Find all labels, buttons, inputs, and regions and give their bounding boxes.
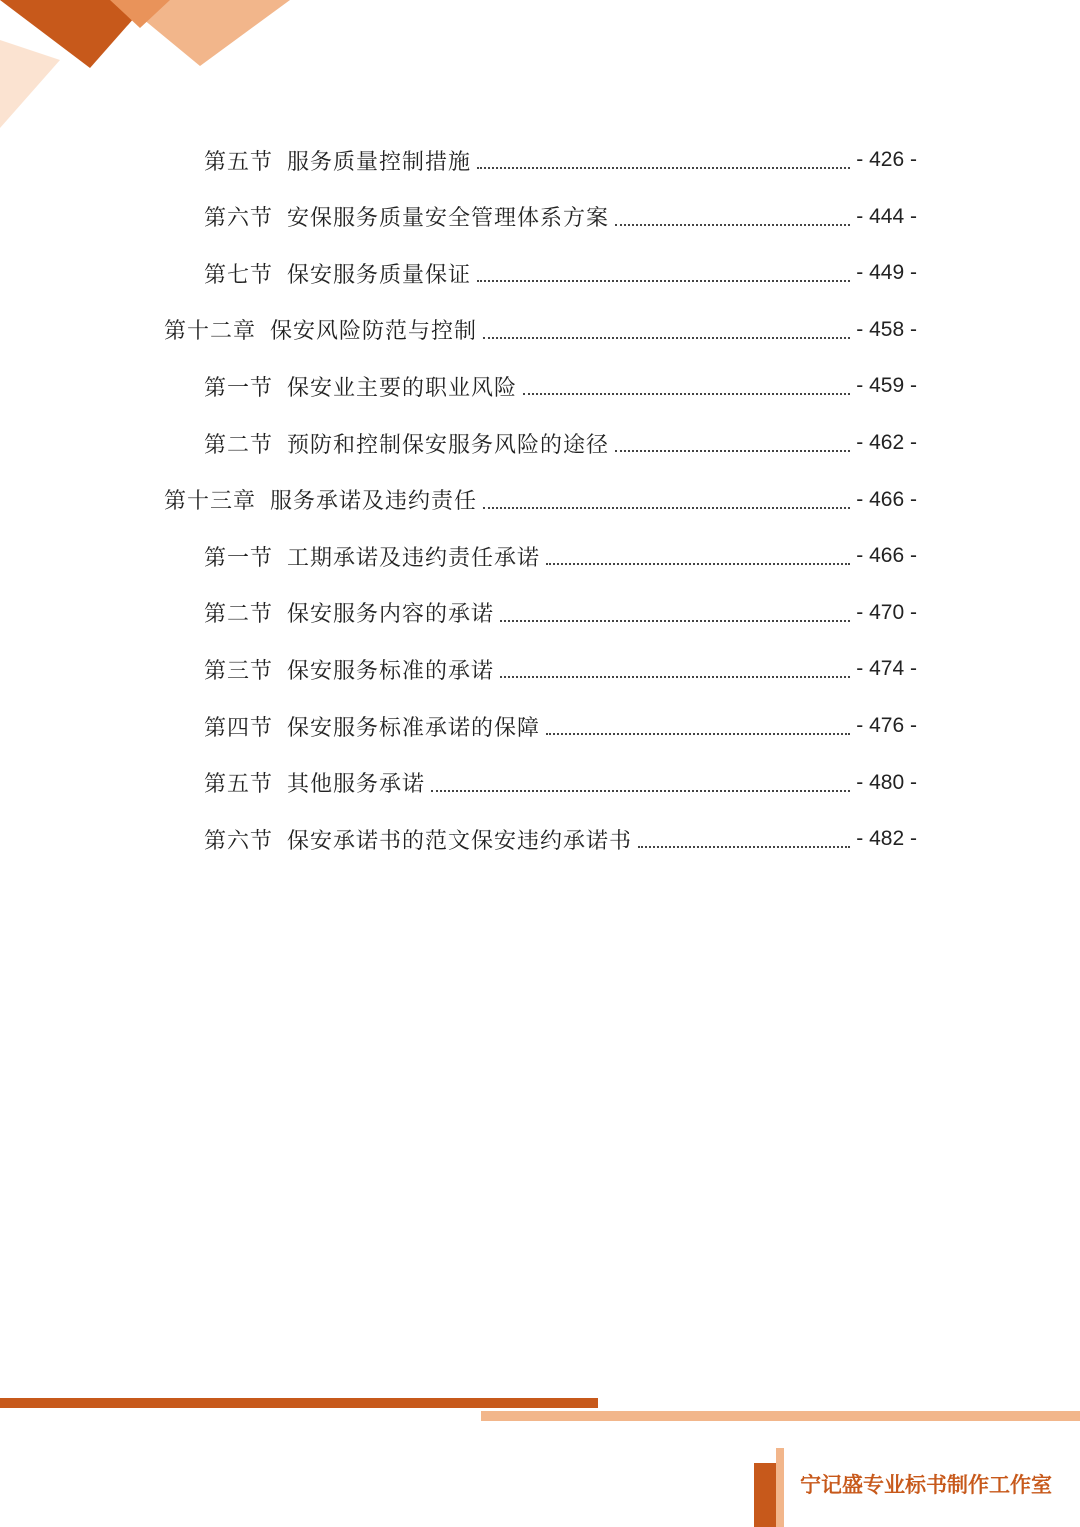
- toc-entry-number: 第五节: [204, 149, 274, 175]
- toc-entry-page: - 459 -: [856, 374, 917, 398]
- toc-leader-dots: [483, 507, 850, 509]
- toc-entry-page: - 476 -: [856, 714, 917, 737]
- toc-entry-text: 保安服务内容的承诺: [287, 602, 495, 628]
- toc-entry[interactable]: [204, 536, 917, 576]
- toc-entry[interactable]: [204, 763, 917, 803]
- toc-leader-dots: [546, 733, 850, 735]
- toc-entry[interactable]: [164, 310, 917, 350]
- toc-entry-title: [164, 484, 477, 515]
- toc-entry-number: 第五节: [204, 772, 274, 798]
- toc-entry[interactable]: [204, 366, 917, 406]
- toc-entry[interactable]: [204, 819, 917, 859]
- toc-entry-page: - 444 -: [856, 204, 917, 228]
- toc-entry-page: - 426 -: [856, 148, 917, 171]
- toc-leader-dots: [500, 676, 850, 678]
- footer-brand: 宁记盛专业标书制作工作室: [800, 1473, 1052, 1497]
- toc-leader-dots: [477, 280, 850, 282]
- toc-entry-title: [204, 824, 632, 855]
- toc-entry-text: 保安服务标准的承诺: [287, 658, 495, 684]
- toc-entry[interactable]: [204, 649, 917, 689]
- toc-leader-dots: [500, 620, 850, 622]
- toc-entry-title: [204, 145, 471, 176]
- toc-entry-text: 工期承诺及违约责任承诺: [287, 545, 541, 571]
- toc-entry-text: 其他服务承诺: [287, 772, 426, 798]
- toc-entry[interactable]: [204, 253, 917, 293]
- toc-entry-number: 第七节: [204, 262, 274, 288]
- toc-entry[interactable]: [204, 706, 917, 746]
- toc-entry[interactable]: [204, 140, 917, 180]
- toc-entry-text: 安保服务质量安全管理体系方案: [287, 206, 610, 232]
- toc-entry-text: 保安服务质量保证: [287, 262, 472, 288]
- toc-entry-page: - 466 -: [856, 544, 917, 568]
- toc-entry-title: [204, 428, 609, 459]
- toc-entry-number: 第一节: [204, 375, 274, 401]
- toc-entry-page: - 449 -: [856, 261, 917, 285]
- toc-entry-title: [204, 711, 540, 742]
- footer-mark-dark: [754, 1463, 776, 1527]
- toc-entry-title: [204, 201, 609, 232]
- toc-entry-number: 第二节: [204, 602, 274, 628]
- toc-entry-title: [204, 371, 517, 402]
- toc-entry-title: [204, 258, 471, 289]
- toc-entry-title: [204, 541, 540, 572]
- toc-entry-title: [164, 314, 477, 345]
- toc-entry-text: 保安服务标准承诺的保障: [287, 715, 541, 741]
- toc-entry-number: 第三节: [204, 658, 274, 684]
- toc-entry-title: [204, 767, 425, 798]
- toc-entry-page: - 474 -: [856, 657, 917, 681]
- footer-mark-light: [776, 1448, 784, 1527]
- toc-entry[interactable]: [204, 197, 917, 237]
- toc-leader-dots: [615, 450, 850, 452]
- toc-entry-text: 服务承诺及违约责任: [270, 489, 478, 515]
- toc-leader-dots: [431, 790, 850, 792]
- toc-entry-title: [204, 654, 494, 685]
- corner-decoration: [0, 0, 320, 140]
- toc-entry-text: 保安承诺书的范文保安违约承诺书: [287, 828, 633, 854]
- toc-entry-text: 保安风险防范与控制: [270, 319, 478, 345]
- toc-entry-page: - 470 -: [856, 600, 917, 624]
- toc-leader-dots: [523, 393, 850, 395]
- toc-entry-number: 第十二章: [164, 319, 257, 345]
- footer-bar-light: [481, 1411, 1080, 1421]
- toc-entry-page: - 462 -: [856, 431, 917, 454]
- toc-entry-number: 第二节: [204, 432, 274, 458]
- toc-entry-number: 第六节: [204, 828, 274, 854]
- toc-entry-text: 保安业主要的职业风险: [287, 375, 518, 401]
- toc-leader-dots: [483, 337, 850, 339]
- toc-entry-text: 预防和控制保安服务风险的途径: [287, 432, 610, 458]
- toc-entry[interactable]: [164, 480, 917, 520]
- toc-entry-number: 第六节: [204, 206, 274, 232]
- footer-bar-dark: [0, 1398, 598, 1408]
- toc-entry-page: - 480 -: [856, 770, 917, 794]
- toc-entry[interactable]: [204, 593, 917, 633]
- toc-leader-dots: [638, 846, 850, 848]
- toc-entry-number: 第四节: [204, 715, 274, 741]
- toc-leader-dots: [615, 224, 850, 226]
- toc-entry-number: 第十三章: [164, 489, 257, 515]
- toc-entry-page: - 458 -: [856, 317, 917, 341]
- toc-entry-page: - 482 -: [856, 827, 917, 851]
- toc-entry-title: [204, 597, 494, 628]
- toc-leader-dots: [546, 563, 850, 565]
- toc-entry-number: 第一节: [204, 545, 274, 571]
- toc-entry-page: - 466 -: [856, 487, 917, 511]
- toc-leader-dots: [477, 167, 850, 169]
- toc-entry[interactable]: [204, 423, 917, 463]
- toc-entry-text: 服务质量控制措施: [287, 149, 472, 175]
